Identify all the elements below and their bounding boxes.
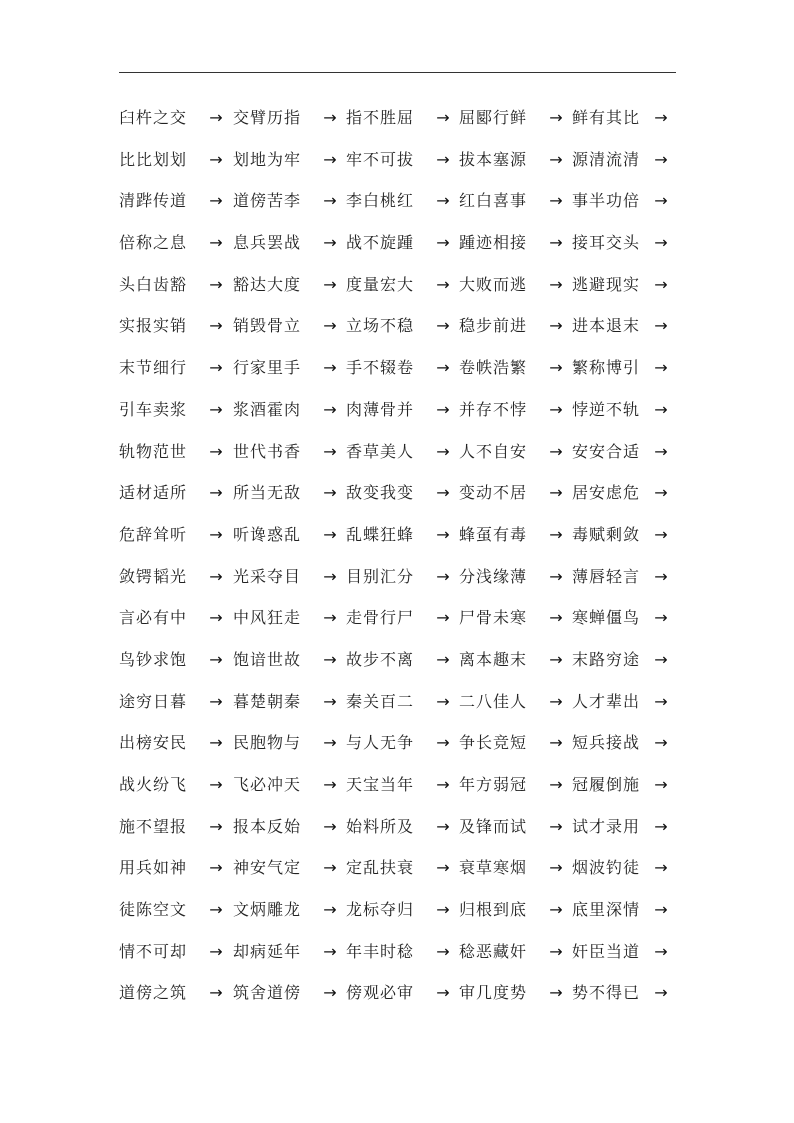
idiom: 中风狂走 xyxy=(233,608,302,628)
idiom: 息兵罢战 xyxy=(233,233,302,253)
idiom: 繁称博引 xyxy=(572,358,641,378)
chain-row xyxy=(119,972,676,1014)
arrow-icon: → xyxy=(436,483,450,503)
arrow-icon: → xyxy=(436,524,450,544)
idiom: 敛锷韬光 xyxy=(119,566,188,586)
idiom: 豁达大度 xyxy=(233,274,302,294)
idiom: 行家里手 xyxy=(233,358,302,378)
arrow-icon: → xyxy=(436,816,450,836)
chain-row xyxy=(119,931,676,973)
idiom: 度量宏大 xyxy=(346,274,415,294)
idiom: 稔恶藏奸 xyxy=(459,941,528,961)
arrow-icon: → xyxy=(654,108,668,127)
arrow-icon: → xyxy=(436,733,450,753)
arrow-icon: → xyxy=(549,149,563,169)
chain-row xyxy=(119,597,676,639)
arrow-icon: → xyxy=(436,191,450,211)
idiom: 听谗惑乱 xyxy=(233,524,302,544)
chain-row xyxy=(119,847,676,889)
arrow-icon: → xyxy=(209,733,223,753)
arrow-icon: → xyxy=(654,733,668,753)
idiom: 衰草寒烟 xyxy=(459,858,528,878)
arrow-icon: → xyxy=(209,441,223,461)
arrow-icon: → xyxy=(323,399,337,419)
idiom: 世代书香 xyxy=(233,441,302,461)
arrow-icon: → xyxy=(323,733,337,753)
idiom: 悖逆不轨 xyxy=(572,399,641,419)
idiom: 饱谙世故 xyxy=(233,649,302,669)
arrow-icon: → xyxy=(209,691,223,711)
arrow-icon: → xyxy=(436,149,450,169)
arrow-icon: → xyxy=(436,316,450,336)
arrow-icon: → xyxy=(549,399,563,419)
arrow-icon: → xyxy=(436,649,450,669)
idiom: 接耳交头 xyxy=(572,233,641,253)
arrow-icon: → xyxy=(323,149,337,169)
arrow-icon: → xyxy=(323,191,337,211)
idiom: 神安气定 xyxy=(233,858,302,878)
arrow-icon: → xyxy=(549,108,563,127)
arrow-icon: → xyxy=(209,233,223,253)
idiom: 二八佳人 xyxy=(459,691,528,711)
idiom: 大败而逃 xyxy=(459,274,528,294)
arrow-icon: → xyxy=(549,524,563,544)
arrow-icon: → xyxy=(654,524,668,544)
arrow-icon: → xyxy=(323,441,337,461)
chain-row xyxy=(119,722,676,764)
idiom: 途穷日暮 xyxy=(119,691,188,711)
idiom: 乱蝶狂蜂 xyxy=(346,524,415,544)
arrow-icon: → xyxy=(209,191,223,211)
idiom: 进本退末 xyxy=(572,316,641,336)
idiom: 立场不稳 xyxy=(346,316,415,336)
arrow-icon: → xyxy=(209,858,223,878)
idiom: 寒蝉僵鸟 xyxy=(572,608,641,628)
arrow-icon: → xyxy=(654,691,668,711)
arrow-icon: → xyxy=(323,358,337,378)
idiom: 危辞耸听 xyxy=(119,524,188,544)
arrow-icon: → xyxy=(323,483,337,503)
idiom: 适材适所 xyxy=(119,483,188,503)
arrow-icon: → xyxy=(323,274,337,294)
arrow-icon: → xyxy=(209,816,223,836)
header-rule xyxy=(119,72,676,73)
idiom: 源清流清 xyxy=(572,149,641,169)
arrow-icon: → xyxy=(654,983,668,1003)
arrow-icon: → xyxy=(323,983,337,1003)
idiom: 稳步前进 xyxy=(459,316,528,336)
idiom: 末路穷途 xyxy=(572,649,641,669)
arrow-icon: → xyxy=(323,649,337,669)
arrow-icon: → xyxy=(654,775,668,794)
idiom: 暮楚朝秦 xyxy=(233,691,302,711)
arrow-icon: → xyxy=(209,274,223,294)
arrow-icon: → xyxy=(323,524,337,544)
arrow-icon: → xyxy=(654,399,668,419)
arrow-icon: → xyxy=(209,566,223,586)
chain-row xyxy=(119,806,676,848)
arrow-icon: → xyxy=(209,108,223,127)
arrow-icon: → xyxy=(549,191,563,211)
idiom: 毒赋剩敛 xyxy=(572,524,641,544)
idiom: 逃避现实 xyxy=(572,274,641,294)
idiom: 试才录用 xyxy=(572,816,641,836)
idiom: 鸟钞求饱 xyxy=(119,649,188,669)
arrow-icon: → xyxy=(549,566,563,586)
idiom: 年丰时稔 xyxy=(346,941,415,961)
idiom: 离本趣末 xyxy=(459,649,528,669)
idiom: 引车卖浆 xyxy=(119,399,188,419)
arrow-icon: → xyxy=(323,900,337,920)
idiom: 与人无争 xyxy=(346,733,415,753)
idiom: 冠履倒施 xyxy=(572,775,641,794)
arrow-icon: → xyxy=(549,274,563,294)
arrow-icon: → xyxy=(654,608,668,628)
chain-row xyxy=(119,681,676,723)
idiom: 报本反始 xyxy=(233,816,302,836)
arrow-icon: → xyxy=(436,941,450,961)
arrow-icon: → xyxy=(209,524,223,544)
idiom: 民胞物与 xyxy=(233,733,302,753)
idiom-chain xyxy=(119,97,676,1014)
arrow-icon: → xyxy=(209,941,223,961)
arrow-icon: → xyxy=(549,233,563,253)
idiom: 施不望报 xyxy=(119,816,188,836)
arrow-icon: → xyxy=(209,149,223,169)
idiom: 尸骨未寒 xyxy=(459,608,528,628)
idiom: 末节细行 xyxy=(119,358,188,378)
idiom: 手不辍卷 xyxy=(346,358,415,378)
idiom: 短兵接战 xyxy=(572,733,641,753)
arrow-icon: → xyxy=(323,566,337,586)
idiom: 飞必冲天 xyxy=(233,775,302,794)
arrow-icon: → xyxy=(654,941,668,961)
arrow-icon: → xyxy=(654,483,668,503)
idiom: 头白齿豁 xyxy=(119,274,188,294)
idiom: 薄唇轻言 xyxy=(572,566,641,586)
idiom: 始料所及 xyxy=(346,816,415,836)
idiom: 归根到底 xyxy=(459,900,528,920)
arrow-icon: → xyxy=(549,691,563,711)
arrow-icon: → xyxy=(549,733,563,753)
idiom: 肉薄骨并 xyxy=(346,399,415,419)
arrow-icon: → xyxy=(323,775,337,794)
arrow-icon: → xyxy=(654,816,668,836)
arrow-icon: → xyxy=(436,983,450,1003)
idiom: 居安虑危 xyxy=(572,483,641,503)
idiom: 年方弱冠 xyxy=(459,775,528,794)
arrow-icon: → xyxy=(436,691,450,711)
idiom: 比比划划 xyxy=(119,149,188,169)
arrow-icon: → xyxy=(654,233,668,253)
idiom: 筑舍道傍 xyxy=(233,983,302,1003)
idiom: 目别汇分 xyxy=(346,566,415,586)
arrow-icon: → xyxy=(209,649,223,669)
arrow-icon: → xyxy=(549,941,563,961)
arrow-icon: → xyxy=(549,441,563,461)
arrow-icon: → xyxy=(549,775,563,794)
chain-row xyxy=(119,222,676,264)
idiom: 拔本塞源 xyxy=(459,149,528,169)
idiom: 并存不悖 xyxy=(459,399,528,419)
arrow-icon: → xyxy=(549,816,563,836)
arrow-icon: → xyxy=(654,149,668,169)
chain-row xyxy=(119,180,676,222)
idiom: 指不胜屈 xyxy=(346,108,415,127)
idiom: 奸臣当道 xyxy=(572,941,641,961)
chain-row xyxy=(119,431,676,473)
idiom: 光采夺目 xyxy=(233,566,302,586)
idiom: 人不自安 xyxy=(459,441,528,461)
arrow-icon: → xyxy=(654,900,668,920)
idiom: 鲜有其比 xyxy=(572,108,641,127)
idiom: 事半功倍 xyxy=(572,191,641,211)
idiom: 文炳雕龙 xyxy=(233,900,302,920)
idiom: 划地为牢 xyxy=(233,149,302,169)
arrow-icon: → xyxy=(436,775,450,794)
arrow-icon: → xyxy=(654,358,668,378)
idiom: 道傍之筑 xyxy=(119,983,188,1003)
arrow-icon: → xyxy=(209,316,223,336)
idiom: 天宝当年 xyxy=(346,775,415,794)
idiom: 踵迹相接 xyxy=(459,233,528,253)
arrow-icon: → xyxy=(654,441,668,461)
arrow-icon: → xyxy=(549,649,563,669)
idiom: 变动不居 xyxy=(459,483,528,503)
idiom: 底里深情 xyxy=(572,900,641,920)
idiom: 红白喜事 xyxy=(459,191,528,211)
idiom: 龙标夺归 xyxy=(346,900,415,920)
idiom: 敌变我变 xyxy=(346,483,415,503)
arrow-icon: → xyxy=(654,649,668,669)
arrow-icon: → xyxy=(209,399,223,419)
arrow-icon: → xyxy=(436,608,450,628)
idiom: 故步不离 xyxy=(346,649,415,669)
idiom: 势不得已 xyxy=(572,983,641,1003)
arrow-icon: → xyxy=(323,316,337,336)
arrow-icon: → xyxy=(323,858,337,878)
arrow-icon: → xyxy=(549,900,563,920)
chain-row xyxy=(119,889,676,931)
idiom: 倍称之息 xyxy=(119,233,188,253)
arrow-icon: → xyxy=(323,108,337,127)
arrow-icon: → xyxy=(654,191,668,211)
arrow-icon: → xyxy=(436,108,450,127)
chain-row xyxy=(119,305,676,347)
arrow-icon: → xyxy=(209,983,223,1003)
idiom: 分浅缘薄 xyxy=(459,566,528,586)
idiom: 牢不可拔 xyxy=(346,149,415,169)
chain-row xyxy=(119,556,676,598)
idiom: 却病延年 xyxy=(233,941,302,961)
arrow-icon: → xyxy=(323,233,337,253)
arrow-icon: → xyxy=(436,358,450,378)
arrow-icon: → xyxy=(436,858,450,878)
idiom: 战火纷飞 xyxy=(119,775,188,794)
idiom: 用兵如神 xyxy=(119,858,188,878)
idiom: 秦关百二 xyxy=(346,691,415,711)
idiom: 争长竞短 xyxy=(459,733,528,753)
arrow-icon: → xyxy=(549,316,563,336)
idiom: 审几度势 xyxy=(459,983,528,1003)
arrow-icon: → xyxy=(549,358,563,378)
idiom: 所当无敌 xyxy=(233,483,302,503)
chain-row xyxy=(119,139,676,181)
idiom: 安安合适 xyxy=(572,441,641,461)
idiom: 轨物范世 xyxy=(119,441,188,461)
idiom: 定乱扶衰 xyxy=(346,858,415,878)
arrow-icon: → xyxy=(209,358,223,378)
arrow-icon: → xyxy=(436,274,450,294)
arrow-icon: → xyxy=(323,691,337,711)
chain-row xyxy=(119,764,676,806)
idiom: 销毁骨立 xyxy=(233,316,302,336)
arrow-icon: → xyxy=(549,608,563,628)
idiom: 实报实销 xyxy=(119,316,188,336)
arrow-icon: → xyxy=(436,900,450,920)
arrow-icon: → xyxy=(654,566,668,586)
idiom: 战不旋踵 xyxy=(346,233,415,253)
chain-row xyxy=(119,514,676,556)
idiom: 走骨行尸 xyxy=(346,608,415,628)
idiom: 香草美人 xyxy=(346,441,415,461)
idiom: 李白桃红 xyxy=(346,191,415,211)
idiom: 情不可却 xyxy=(119,941,188,961)
idiom: 及锋而试 xyxy=(459,816,528,836)
idiom: 卷帙浩繁 xyxy=(459,358,528,378)
arrow-icon: → xyxy=(436,566,450,586)
idiom: 言必有中 xyxy=(119,608,188,628)
chain-row xyxy=(119,472,676,514)
chain-row xyxy=(119,347,676,389)
arrow-icon: → xyxy=(654,274,668,294)
arrow-icon: → xyxy=(436,233,450,253)
arrow-icon: → xyxy=(654,858,668,878)
idiom: 出榜安民 xyxy=(119,733,188,753)
idiom: 烟波钓徒 xyxy=(572,858,641,878)
arrow-icon: → xyxy=(323,608,337,628)
idiom: 清跸传道 xyxy=(119,191,188,211)
idiom: 蜂虿有毒 xyxy=(459,524,528,544)
idiom: 屈郾行鲜 xyxy=(459,108,528,127)
arrow-icon: → xyxy=(654,316,668,336)
idiom: 臼杵之交 xyxy=(119,108,188,127)
arrow-icon: → xyxy=(436,441,450,461)
idiom: 人才辈出 xyxy=(572,691,641,711)
arrow-icon: → xyxy=(209,608,223,628)
idiom: 傍观必审 xyxy=(346,983,415,1003)
arrow-icon: → xyxy=(436,399,450,419)
arrow-icon: → xyxy=(549,483,563,503)
arrow-icon: → xyxy=(209,483,223,503)
arrow-icon: → xyxy=(323,941,337,961)
arrow-icon: → xyxy=(209,900,223,920)
chain-row xyxy=(119,639,676,681)
chain-row xyxy=(119,97,676,139)
arrow-icon: → xyxy=(549,983,563,1003)
idiom: 浆酒霍肉 xyxy=(233,399,302,419)
idiom: 道傍苦李 xyxy=(233,191,302,211)
chain-row xyxy=(119,389,676,431)
idiom: 交臂历指 xyxy=(233,108,302,127)
arrow-icon: → xyxy=(209,775,223,794)
arrow-icon: → xyxy=(323,816,337,836)
idiom: 徒陈空文 xyxy=(119,900,188,920)
chain-row xyxy=(119,264,676,306)
arrow-icon: → xyxy=(549,858,563,878)
